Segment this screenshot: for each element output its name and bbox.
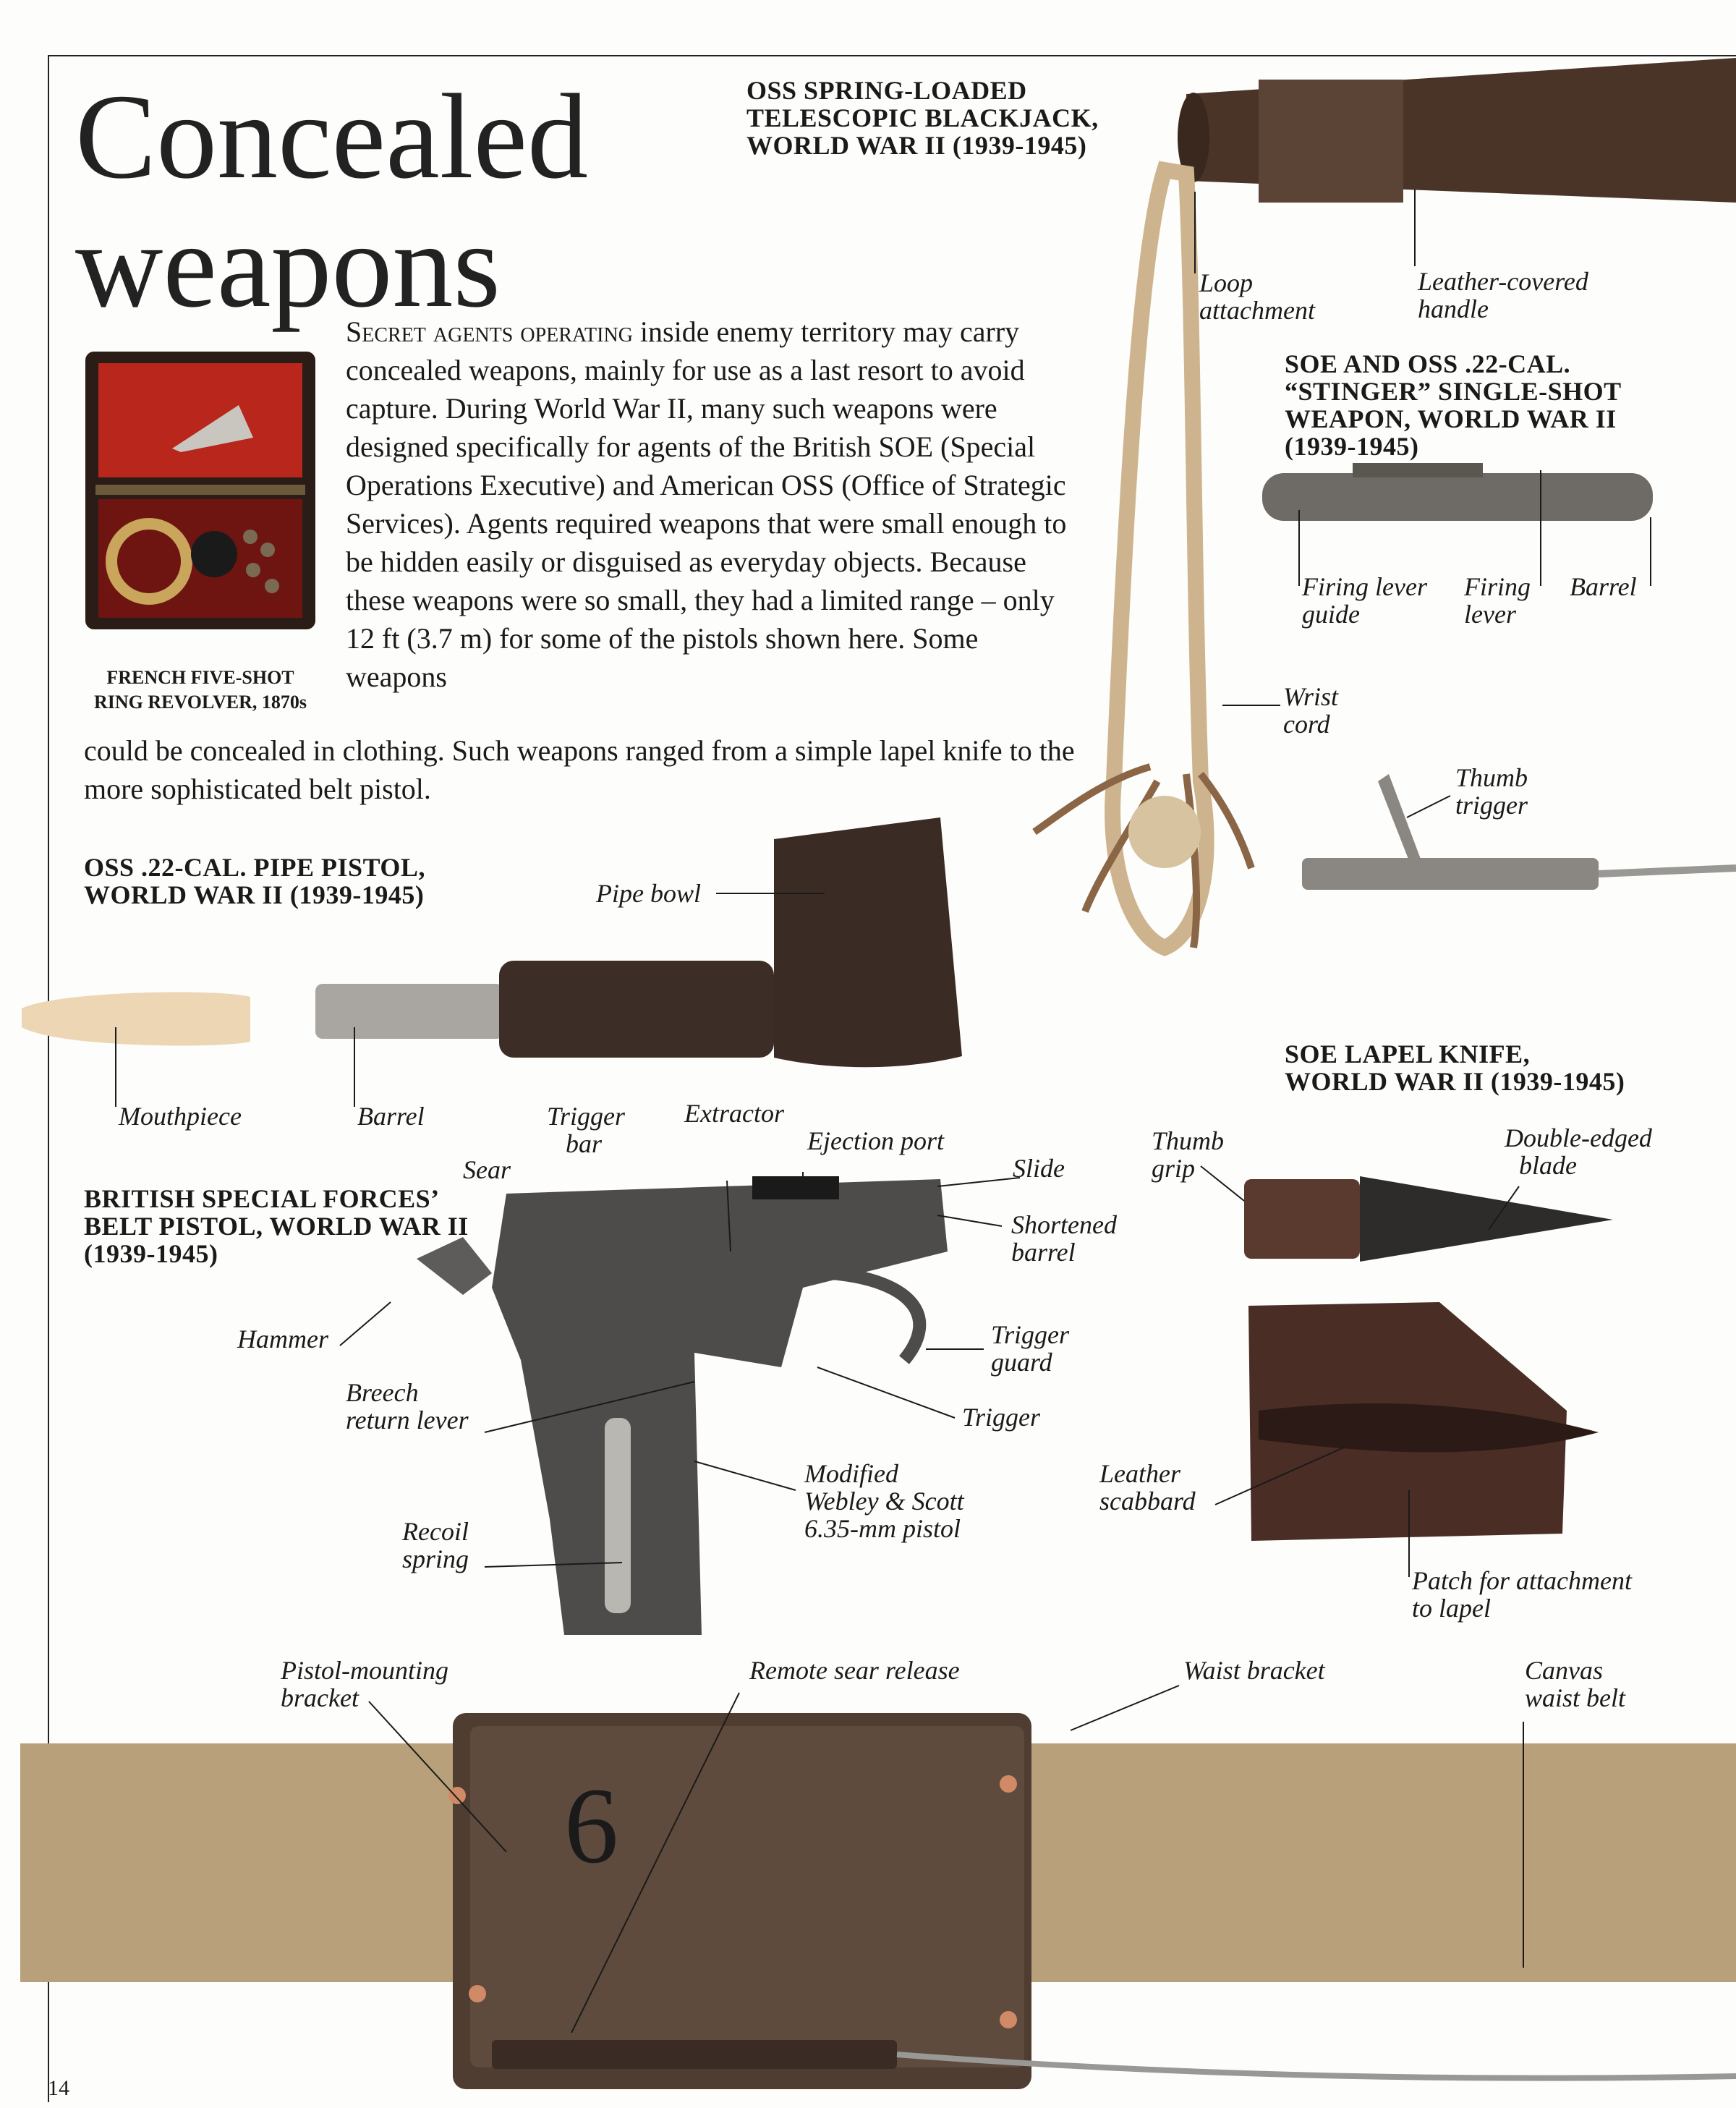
label-modified-pistol (804, 1460, 964, 1542)
label-canvas-waist-belt (1525, 1657, 1625, 1712)
heading-pipe-pistol (84, 854, 425, 909)
label-line: guard (991, 1348, 1052, 1377)
heading-line: OSS .22-CAL. PIPE PISTOL, (84, 853, 425, 882)
label-line: to lapel (1412, 1594, 1491, 1623)
intro-lead: Secret agents operating (346, 315, 633, 348)
intro-paragraph (346, 313, 1084, 696)
heading-line: (1939-1945) (84, 1239, 218, 1268)
label-hammer (237, 1325, 328, 1353)
label-line: Breech (346, 1378, 419, 1407)
label-line: Trigger (991, 1320, 1070, 1349)
label-line: cord (1283, 710, 1330, 739)
label-line: Patch for attachment (1412, 1566, 1632, 1595)
label-line: Barrel (357, 1102, 425, 1131)
label-line: Mouthpiece (119, 1102, 242, 1131)
label-barrel-stinger (1570, 573, 1637, 600)
page-number: 14 (48, 2076, 69, 2100)
label-line: handle (1418, 294, 1489, 323)
label-line: bracket (281, 1683, 359, 1712)
heading-line: TELESCOPIC BLACKJACK, (746, 103, 1099, 132)
label-leather-scabbard (1099, 1460, 1196, 1515)
bracket-number-text: 6 (564, 1766, 618, 1886)
label-line: attachment (1199, 296, 1315, 325)
label-line: Thumb (1455, 763, 1528, 792)
label-sear (463, 1156, 511, 1183)
label-line: lever (1464, 600, 1516, 629)
label-waist-bracket (1183, 1657, 1325, 1684)
heading-line: WORLD WAR II (1939-1945) (746, 131, 1087, 160)
ring-revolver-caption (85, 666, 315, 715)
label-ejection-port (807, 1127, 944, 1155)
label-line: spring (402, 1544, 469, 1573)
heading-lapel-knife (1285, 1040, 1625, 1095)
leader-trigger (817, 1367, 955, 1418)
heading-line: OSS SPRING-LOADED (746, 76, 1027, 105)
label-extractor (684, 1100, 784, 1127)
label-line: Extractor (684, 1099, 784, 1128)
label-loop-attachment (1199, 269, 1315, 324)
heading-line: WORLD WAR II (1939-1945) (84, 880, 425, 909)
heading-line: SOE LAPEL KNIFE, (1285, 1040, 1531, 1068)
lapel-knife-image (1244, 1176, 1613, 1541)
heading-line: BRITISH SPECIAL FORCES’ (84, 1184, 440, 1213)
label-line: Recoil (402, 1517, 469, 1546)
leader-thumb-trigger (1407, 796, 1450, 817)
label-remote-sear-release (749, 1657, 960, 1684)
label-slide (1013, 1155, 1065, 1182)
label-line: Hammer (237, 1325, 328, 1353)
label-patch-for-attachment (1412, 1567, 1632, 1622)
heading-line: WORLD WAR II (1939-1945) (1285, 1067, 1625, 1096)
label-firing-lever-guide (1302, 573, 1427, 628)
heading-line: SOE AND OSS .22-CAL. (1285, 349, 1571, 378)
label-line: guide (1302, 600, 1360, 629)
label-recoil-spring (402, 1518, 469, 1573)
label-line: Leather (1099, 1459, 1180, 1488)
label-leather-covered-handle (1418, 268, 1588, 323)
ring-revolver-image (85, 352, 315, 629)
label-line: scabbard (1099, 1487, 1196, 1516)
label-line: Shortened (1011, 1210, 1117, 1239)
label-line: Ejection port (807, 1126, 944, 1155)
caption-line: FRENCH FIVE-SHOT (106, 667, 294, 688)
label-line: trigger (1455, 791, 1528, 820)
label-breech-return-lever (346, 1379, 469, 1434)
label-line: Webley & Scott (804, 1487, 964, 1516)
label-trigger (962, 1403, 1040, 1431)
leader-shortened-barrel (937, 1215, 1002, 1226)
title-line-2: weapons (75, 198, 501, 333)
label-shortened-barrel (1011, 1211, 1117, 1266)
leader-hammer (340, 1302, 391, 1346)
label-line: Firing lever (1302, 572, 1427, 601)
label-pistol-mounting-bracket (281, 1657, 448, 1712)
label-line: Loop (1199, 268, 1254, 297)
label-line: Thumb (1152, 1126, 1225, 1155)
label-barrel-pipe (357, 1102, 425, 1130)
belt-image (20, 1713, 1736, 2089)
label-mouthpiece (119, 1102, 242, 1130)
label-line: Firing (1464, 572, 1531, 601)
label-line: Canvas (1525, 1656, 1603, 1685)
leader-modified-pistol (694, 1461, 796, 1490)
label-line: Waist bracket (1183, 1656, 1325, 1685)
label-line: blade (1519, 1151, 1577, 1180)
label-line: Double-edged (1505, 1123, 1652, 1152)
label-line: Wrist (1283, 682, 1339, 711)
title-line-1: Concealed (75, 69, 588, 204)
label-line: grip (1152, 1154, 1196, 1183)
heading-line: WEAPON, WORLD WAR II (1285, 404, 1617, 433)
stinger-image (1262, 463, 1736, 890)
label-line: Pistol-mounting (281, 1656, 448, 1685)
heading-stinger (1285, 350, 1622, 460)
label-line: 6.35-mm pistol (804, 1514, 961, 1543)
intro-paragraph-continued (84, 731, 1082, 808)
label-line: waist belt (1525, 1683, 1626, 1712)
label-thumb-trigger (1455, 764, 1528, 819)
label-line: Leather-covered (1418, 267, 1588, 296)
intro-text-b: could be concealed in clothing. Such weapons ranged from a simple lapel knife to the more sophisticated belt pistol. (84, 734, 1075, 805)
label-double-edged-blade (1505, 1124, 1652, 1179)
label-line: Slide (1013, 1154, 1065, 1183)
label-trigger-bar (547, 1102, 625, 1157)
heading-line: BELT PISTOL, WORLD WAR II (84, 1212, 469, 1241)
label-line: barrel (1011, 1238, 1076, 1267)
label-line: Remote sear release (749, 1656, 960, 1685)
leader-slide (937, 1178, 1020, 1186)
label-firing-lever (1464, 573, 1531, 628)
label-line: bar (566, 1129, 603, 1158)
label-wrist-cord (1283, 683, 1338, 738)
label-line: Barrel (1570, 572, 1637, 601)
leader-waist-bracket (1071, 1686, 1179, 1730)
label-line: Trigger (547, 1102, 626, 1131)
label-line: return lever (346, 1406, 469, 1435)
heading-line: “STINGER” SINGLE-SHOT (1285, 377, 1622, 406)
label-thumb-grip (1152, 1127, 1224, 1182)
label-trigger-guard (991, 1321, 1069, 1376)
label-line: Pipe bowl (596, 879, 701, 908)
caption-line: RING REVOLVER, 1870s (94, 692, 307, 713)
heading-belt-pistol (84, 1185, 469, 1267)
heading-blackjack (746, 77, 1099, 159)
intro-text-a: inside enemy territory may carry concealed weapons, mainly for use as a last resort to avoid capture. During World War II, many such weapons were designed specifically for agents of the British SOE (Special Operations Executive) and American OSS (Office of Strategic Services). Agents required weapons that were small enough to be hidden easily or disguised as everyday objects. Because these weapons were so small, they had a limited range – only 12 ft (3.7 m) for some of the pistols shown here. Some weapons (346, 315, 1067, 693)
label-pipe-bowl (596, 880, 701, 907)
label-line: Trigger (962, 1403, 1041, 1432)
label-line: Sear (463, 1155, 511, 1184)
label-line: Modified (804, 1459, 898, 1488)
heading-line: (1939-1945) (1285, 432, 1419, 461)
